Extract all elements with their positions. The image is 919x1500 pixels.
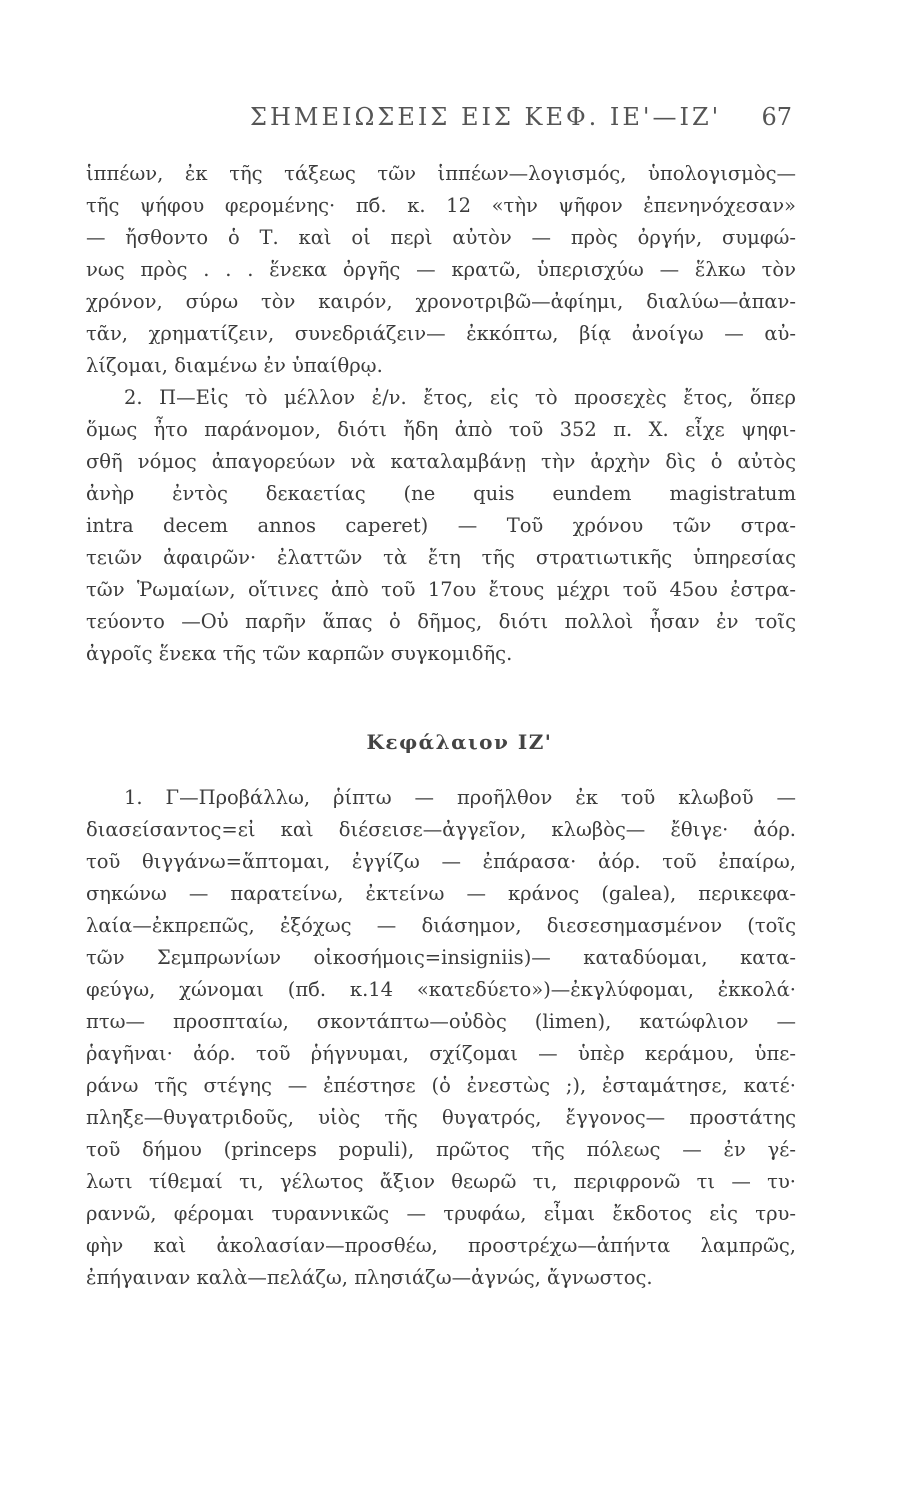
text-line: τᾶν, χρηματίζειν, συνεδριάζειν— ἐκκόπτω, βίᾳ ἀνοίγω — αὐ- (86, 322, 796, 345)
text-line: τοῦ θιγγάνω=ἅπτομαι, ἐγγίζω — ἐπάρασα· ἀόρ. τοῦ ἐπαίρω, (86, 850, 796, 873)
text-line: τεύοντο —Οὐ παρῆν ἅπας ὁ δῆμος, διότι πολλοὶ ἦσαν ἐν τοῖς (86, 610, 796, 633)
text-line: τοῦ δήμου (princeps populi), πρῶτος τῆς πόλεως — ἐν γέ- (86, 1138, 796, 1161)
text-line: ὅμως ἦτο παράνομον, διότι ἤδη ἀπὸ τοῦ 352 π. Χ. εἶχε ψηφι- (86, 418, 796, 441)
text-line: ραννῶ, φέρομαι τυραννικῶς — τρυφάω, εἶμαι ἔκδοτος εἰς τρυ- (86, 1202, 796, 1225)
text-line: τῶν Σεμπρωνίων οἰκοσήμοις=insigniis)— καταδύομαι, κατα- (86, 946, 796, 969)
text-line: τῶν Ῥωμαίων, οἵτινες ἀπὸ τοῦ 17ου ἔτους μέχρι τοῦ 45ου ἐστρα- (86, 578, 796, 601)
text-line: χρόνον, σύρω τὸν καιρόν, χρονοτριβῶ—ἀφίημι, διαλύω—ἀπαν- (86, 290, 796, 313)
text-line: ἱππέων, ἐκ τῆς τάξεως τῶν ἱππέων—λογισμός, ὑπολογισμὸς— (86, 162, 796, 185)
paragraph-3 (86, 782, 796, 1294)
text-line: λαία—ἐκπρεπῶς, ἐξόχως — διάσημον, διεσεσημασμένον (τοῖς (86, 914, 796, 937)
text-line: ράνω τῆς στέγης — ἐπέστησε (ὁ ἐνεστὼς ;), ἐσταμάτησε, κατέ· (86, 1074, 796, 1097)
text-line: σθῆ νόμος ἀπαγορεύων νὰ καταλαμβάνῃ τὴν ἀρχὴν δὶς ὁ αὐτὸς (86, 450, 796, 473)
text-line: λίζομαι, διαμένω ἐν ὑπαίθρῳ. (86, 354, 383, 377)
running-title: ΣΗΜΕΙΩΣΕΙΣ ΕΙΣ ΚΕΦ. ΙΕ'—ΙΖ' (250, 103, 722, 131)
page-number: 67 (761, 103, 792, 131)
text-line: ῥαγῆναι· ἀόρ. τοῦ ῥήγνυμαι, σχίζομαι — ὑπὲρ κεράμου, ὑπε- (86, 1042, 796, 1065)
page-header (250, 103, 792, 139)
text-line: φεύγω, χώνομαι (πб. κ.14 «κατεδύετο»)—ἐκγλύφομαι, ἐκκολά· (86, 978, 796, 1001)
text-line: 2. Π—Εἰς τὸ μέλλον ἐ/ν. ἔτος, εἰς τὸ προσεχὲς ἔτος, ὅπερ (124, 386, 796, 409)
text-line: πτω— προσπταίω, σκοντάπτω—οὐδὸς (limen), κατώφλιον — (86, 1010, 796, 1033)
text-line: τῆς ψήφου φερομένης· πб. κ. 12 «τὴν ψῆφον ἐπενηνόχεσαν» (86, 194, 796, 217)
text-line: 1. Γ—Προβάλλω, ῥίπτω — προῆλθον ἐκ τοῦ κλωβοῦ — (124, 786, 796, 809)
text-line: διασείσαντος=εἰ καὶ διέσεισε—ἀγγεῖον, κλωβὸς— ἔθιγε· ἀόρ. (86, 818, 796, 841)
text-line: ἐπήγαιναν καλὰ—πελάζω, πλησιάζω—ἀγνώς, ἄγνωστος. (86, 1266, 653, 1289)
text-line: πληξε—θυγατριδοῦς, υἱὸς τῆς θυγατρός, ἔγγονος— προστάτης (86, 1106, 796, 1129)
text-line: λωτι τίθεμαί τι, γέλωτος ἄξιον θεωρῶ τι, περιφρονῶ τι — τυ· (86, 1170, 796, 1193)
text-line: — ἤσθοντο ὁ Τ. καὶ οἱ περὶ αὐτὸν — πρὸς ὀργήν, συμφώ- (86, 226, 796, 249)
paragraph-1 (86, 158, 796, 382)
text-line: τειῶν ἀφαιρῶν· ἐλαττῶν τὰ ἔτη τῆς στρατιωτικῆς ὑπηρεσίας (86, 546, 796, 569)
text-line: νως πρὸς . . . ἕνεκα ὀργῆς — κρατῶ, ὑπερισχύω — ἕλκω τὸν (86, 258, 796, 281)
chapter-heading: Κεφάλαιον ΙΖ' (366, 730, 553, 754)
text-line: φὴν καὶ ἀκολασίαν—προσθέω, προστρέχω—ἀπήντα λαμπρῶς, (86, 1234, 796, 1257)
text-line: ἀγροῖς ἕνεκα τῆς τῶν καρπῶν συγκομιδῆς. (86, 642, 513, 665)
text-line: σηκώνω — παρατείνω, ἐκτείνω — κράνος (galea), περικεφα- (86, 882, 796, 905)
text-line: ἀνὴρ ἐντὸς δεκαετίας (ne quis eundem magistratum (86, 482, 796, 505)
paragraph-2 (86, 382, 796, 670)
text-line: intra decem annos caperet) — Τοῦ χρόνου τῶν στρα- (86, 514, 796, 537)
